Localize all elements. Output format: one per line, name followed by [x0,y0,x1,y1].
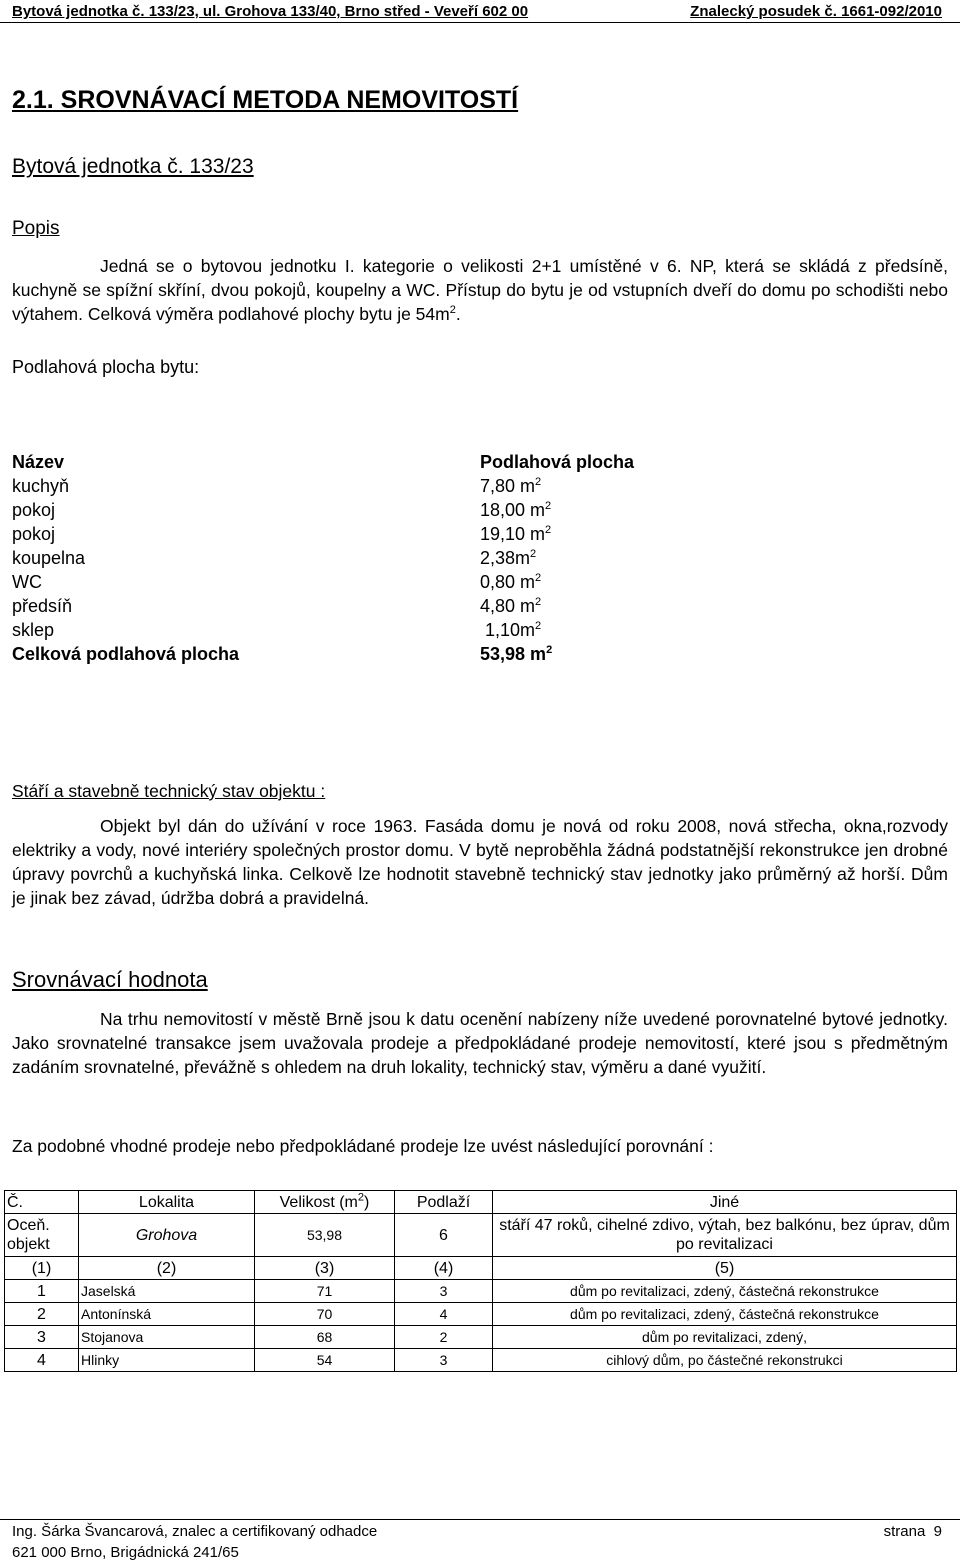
subject-cell-podlazi: 6 [395,1214,493,1257]
area-row-name: koupelna [12,548,86,568]
row-velikost: 54 [255,1349,395,1372]
row-lokalita: Jaselská [79,1280,255,1303]
row-number: 1 [5,1280,79,1303]
area-row-value: 18,00 $m^2$ [480,500,552,520]
footer-rule [0,1519,960,1520]
area-row-name: předsíň [12,596,73,616]
subject-cell-number: Oceň. objekt [5,1214,79,1257]
row-lokalita: Stojanova [79,1326,255,1349]
subject-cell-velikost: 53,98 [255,1214,395,1257]
floor-area-heading: Podlahová plocha bytu: [12,357,200,377]
row-podlazi: 3 [395,1349,493,1372]
popis-text: Jedná se o bytovou jednotku I. kategorie o velikosti 2+1 umístěné v 6. NP, která se skládá z předsíně, kuchyně se spížní skříní, dvou pokojů, koupelny a WC. Přístup do bytu je od vstupních dveří do domu po schodišti nebo výtahem. Celková výměra podlahové plochy bytu je 54m [12,256,948,324]
popis-end: . [455,304,461,324]
header-cell-number: Č. [5,1191,79,1214]
numbering-cell: (4) [395,1257,493,1280]
header-rule [0,22,960,23]
comparison-table [4,1190,957,1372]
area-row-value: 19,10 $m^2$ [480,524,552,544]
header-cell-jine: Jiné [493,1191,957,1214]
area-row-value: 0,80 $m^2$ [480,572,542,592]
area-row [12,546,712,570]
area-row-value: $1,10m^2$ [480,620,542,640]
table-row [5,1303,957,1326]
area-table-header [12,450,712,474]
area-row-name: pokoj [12,524,56,544]
area-row-name: sklep [12,620,55,640]
numbering-cell: (2) [79,1257,255,1280]
comparison-intro: Za podobné vhodné prodeje nebo předpokládané prodeje lze uvést následující porovnání : [12,1136,714,1156]
area-row-value: 7,80 $m^2$ [480,476,542,496]
area-row-value: 4,80 $m^2$ [480,596,542,616]
area-row-name: kuchyň [12,476,70,496]
footer-author: Ing. Šárka Švancarová, znalec a certifikovaný odhadce [12,1523,378,1540]
condition-heading: Stáří a stavebně technický stav objektu : [12,781,326,801]
area-row [12,618,712,642]
header-cell-velikost: Velikost $(m^2)$ [255,1191,395,1214]
numbering-cell: (3) [255,1257,395,1280]
footer-page-number: strana 9 [883,1523,942,1540]
header-report-number: Znalecký posudek č. 1661-092/2010 [690,3,942,20]
area-total-value: 53,98 $m^2$ [480,644,553,664]
area-row-name: pokoj [12,500,56,520]
row-jine: dům po revitalizaci, zdený, částečná rekonstrukce [493,1280,957,1303]
unit-title: Bytová jednotka č. 133/23 [12,155,254,178]
area-row [12,474,712,498]
area-row-name: WC [12,572,42,592]
table-row [5,1280,957,1303]
row-number: 4 [5,1349,79,1372]
header-document-subject: Bytová jednotka č. 133/23, ul. Grohova 133/40, Brno střed - Veveří 602 00 [12,3,529,20]
popis-paragraph [12,254,948,326]
comparison-paragraph [12,1007,948,1079]
comparison-numbering-row [5,1257,957,1280]
row-velikost: 70 [255,1303,395,1326]
area-row [12,522,712,546]
header-cell-lokalita: Lokalita [79,1191,255,1214]
comparison-subject-row [5,1214,957,1257]
row-lokalita: Antonínská [79,1303,255,1326]
row-number: 3 [5,1326,79,1349]
table-row [5,1326,957,1349]
row-podlazi: 4 [395,1303,493,1326]
popis-superscript: 2 [449,304,456,317]
row-jine: dům po revitalizaci, zdený, částečná rekonstrukce [493,1303,957,1326]
condition-text: Objekt byl dán do užívání v roce 1963. Fasáda domu je nová od roku 2008, nová střecha, okna,rozvody elektriky a vody, nové interiéry společných prostor domu. V bytě neproběhla žádná podstatnější rekonstrukce jen drobné úpravy povrchů a kuchyňská linka. Celkově lze hodnotit stavebně technický stav jednotky jako průměrný až horší. Dům je jinak bez závad, údržba dobrá a pravidelná. [12,816,948,908]
header-cell-podlazi: Podlaží [395,1191,493,1214]
row-velikost: 68 [255,1326,395,1349]
comparison-heading: Srovnávací hodnota [12,967,208,992]
area-total-row [12,642,712,666]
row-jine: dům po revitalizaci, zdený, [493,1326,957,1349]
numbering-cell: (1) [5,1257,79,1280]
popis-heading: Popis [12,218,60,239]
row-velikost: 71 [255,1280,395,1303]
comparison-header-row [5,1191,957,1214]
area-row [12,498,712,522]
row-jine: cihlový dům, po částečné rekonstrukci [493,1349,957,1372]
row-podlazi: 2 [395,1326,493,1349]
table-row [5,1349,957,1372]
subject-cell-lokalita: Grohova [79,1214,255,1257]
row-number: 2 [5,1303,79,1326]
row-podlazi: 3 [395,1280,493,1303]
section-title: 2.1. SROVNÁVACÍ METODA NEMOVITOSTÍ [12,86,519,114]
subject-cell-jine: stáří 47 roků, cihelné zdivo, výtah, bez balkónu, bez úprav, dům po revitalizaci [493,1214,957,1257]
numbering-cell: (5) [493,1257,957,1280]
area-row [12,570,712,594]
footer-address: 621 000 Brno, Brigádnická 241/65 [12,1544,239,1561]
row-lokalita: Hlinky [79,1349,255,1372]
area-total-name: Celková podlahová plocha [12,644,240,664]
area-row [12,594,712,618]
comparison-text: Na trhu nemovitostí v městě Brně jsou k datu ocenění nabízeny níže uvedené porovnatelné bytové jednotky. Jako srovnatelné transakce jsem uvažovala prodeje a předpokládané prodeje nemovitostí, které jsou s předmětným zadáním srovnatelné, převážně s ohledem na druh lokality, technický stav, výměru a dané využití. [12,1009,948,1077]
condition-paragraph [12,814,948,910]
area-row-value: $2,38m^2$ [480,548,537,568]
page-footer [12,1521,942,1563]
area-header-area: Podlahová plocha [480,452,635,472]
area-header-name: Název [12,452,65,472]
